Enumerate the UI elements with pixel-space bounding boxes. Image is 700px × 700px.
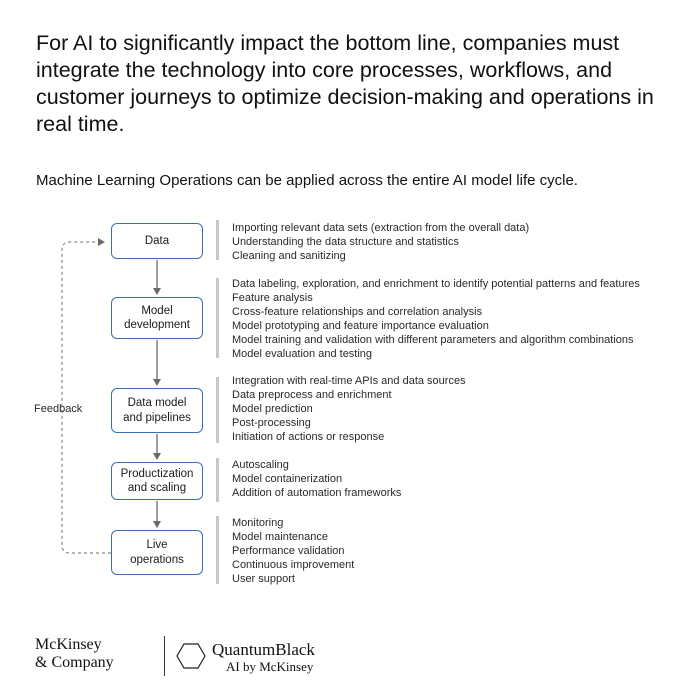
stage-detail-item: Performance validation xyxy=(232,545,345,557)
stage-detail-item: Continuous improvement xyxy=(232,559,355,571)
stage-label-line: development xyxy=(124,319,190,331)
stage-details xyxy=(232,374,682,444)
footer-divider xyxy=(164,636,165,676)
stage-detail-item: Model training and validation with different parameters and algorithm combinations xyxy=(232,334,634,346)
stage-label-line: Data model xyxy=(127,397,187,409)
stage-box xyxy=(111,462,203,500)
stage-details xyxy=(232,516,682,586)
stage-label-line: and pipelines xyxy=(123,411,191,424)
detail-bar xyxy=(216,377,219,443)
detail-bar xyxy=(216,458,219,502)
stage-details xyxy=(232,221,682,263)
stage-detail-item: Integration with real-time APIs and data sources xyxy=(232,375,466,387)
stage-label-line: Model xyxy=(141,304,173,317)
stage-detail-item: Monitoring xyxy=(232,517,284,529)
feedback-label: Feedback xyxy=(34,403,83,415)
mckinsey-logo-line-2: & Company xyxy=(35,654,114,671)
mckinsey-logo xyxy=(35,636,114,672)
stage-label-line: operations xyxy=(130,553,184,566)
stage-detail-item: Model prototyping and feature importance evaluation xyxy=(232,320,489,332)
quantumblack-sub: AI by McKinsey xyxy=(226,659,314,674)
stage-detail-item: Model prediction xyxy=(232,403,313,415)
stage-detail-item: Cleaning and sanitizing xyxy=(232,250,346,262)
stage-label-line: Data xyxy=(144,234,170,247)
stage-label-line: Productization xyxy=(120,467,194,480)
stage-detail-item: Feature analysis xyxy=(232,292,313,304)
quantumblack-logo xyxy=(212,640,315,674)
stage-detail-item: Data preprocess and enrichment xyxy=(232,389,392,401)
stage-detail-item: Model evaluation and testing xyxy=(232,348,373,360)
stage-detail-item: Understanding the data structure and statistics xyxy=(232,236,459,248)
stage-detail-item: Addition of automation frameworks xyxy=(232,487,402,499)
stage-box xyxy=(111,223,203,259)
stage-detail-item: Data labeling, exploration, and enrichment to identify potential patterns and features xyxy=(232,278,640,290)
stage-details xyxy=(232,458,682,500)
stage-detail-item: Post-processing xyxy=(232,417,311,429)
headline: For AI to significantly impact the bottom line, companies must integrate the technology into core processes, workflows, and customer journeys to optimize decision-making and operations in real time. xyxy=(36,31,654,136)
stage-label-line: and scaling xyxy=(127,482,187,494)
stage-detail-item: Importing relevant data sets (extraction from the overall data) xyxy=(232,222,530,234)
stage-detail-item: Model containerization xyxy=(232,473,343,485)
stage-box xyxy=(111,530,203,575)
detail-bar xyxy=(216,516,219,584)
stage-box xyxy=(111,388,203,433)
stage-details xyxy=(232,277,682,361)
stage-label-line: Live xyxy=(146,539,168,551)
stage-box xyxy=(111,297,203,339)
stage-detail-item: Initiation of actions or response xyxy=(232,431,385,443)
stage-detail-item: User support xyxy=(232,573,295,585)
mckinsey-logo-line-1: McKinsey xyxy=(35,636,102,653)
stage-detail-item: Autoscaling xyxy=(232,459,289,471)
subhead: Machine Learning Operations can be applied across the entire AI model life cycle. xyxy=(36,172,578,189)
stage-detail-item: Model maintenance xyxy=(232,531,329,543)
quantumblack-name: QuantumBlack xyxy=(212,640,315,659)
stage-detail-item: Cross-feature relationships and correlation analysis xyxy=(232,306,483,318)
feedback-loop-line xyxy=(62,242,111,553)
detail-bar xyxy=(216,278,219,358)
quantumblack-hexagon-icon xyxy=(176,642,206,670)
detail-bar xyxy=(216,220,219,260)
